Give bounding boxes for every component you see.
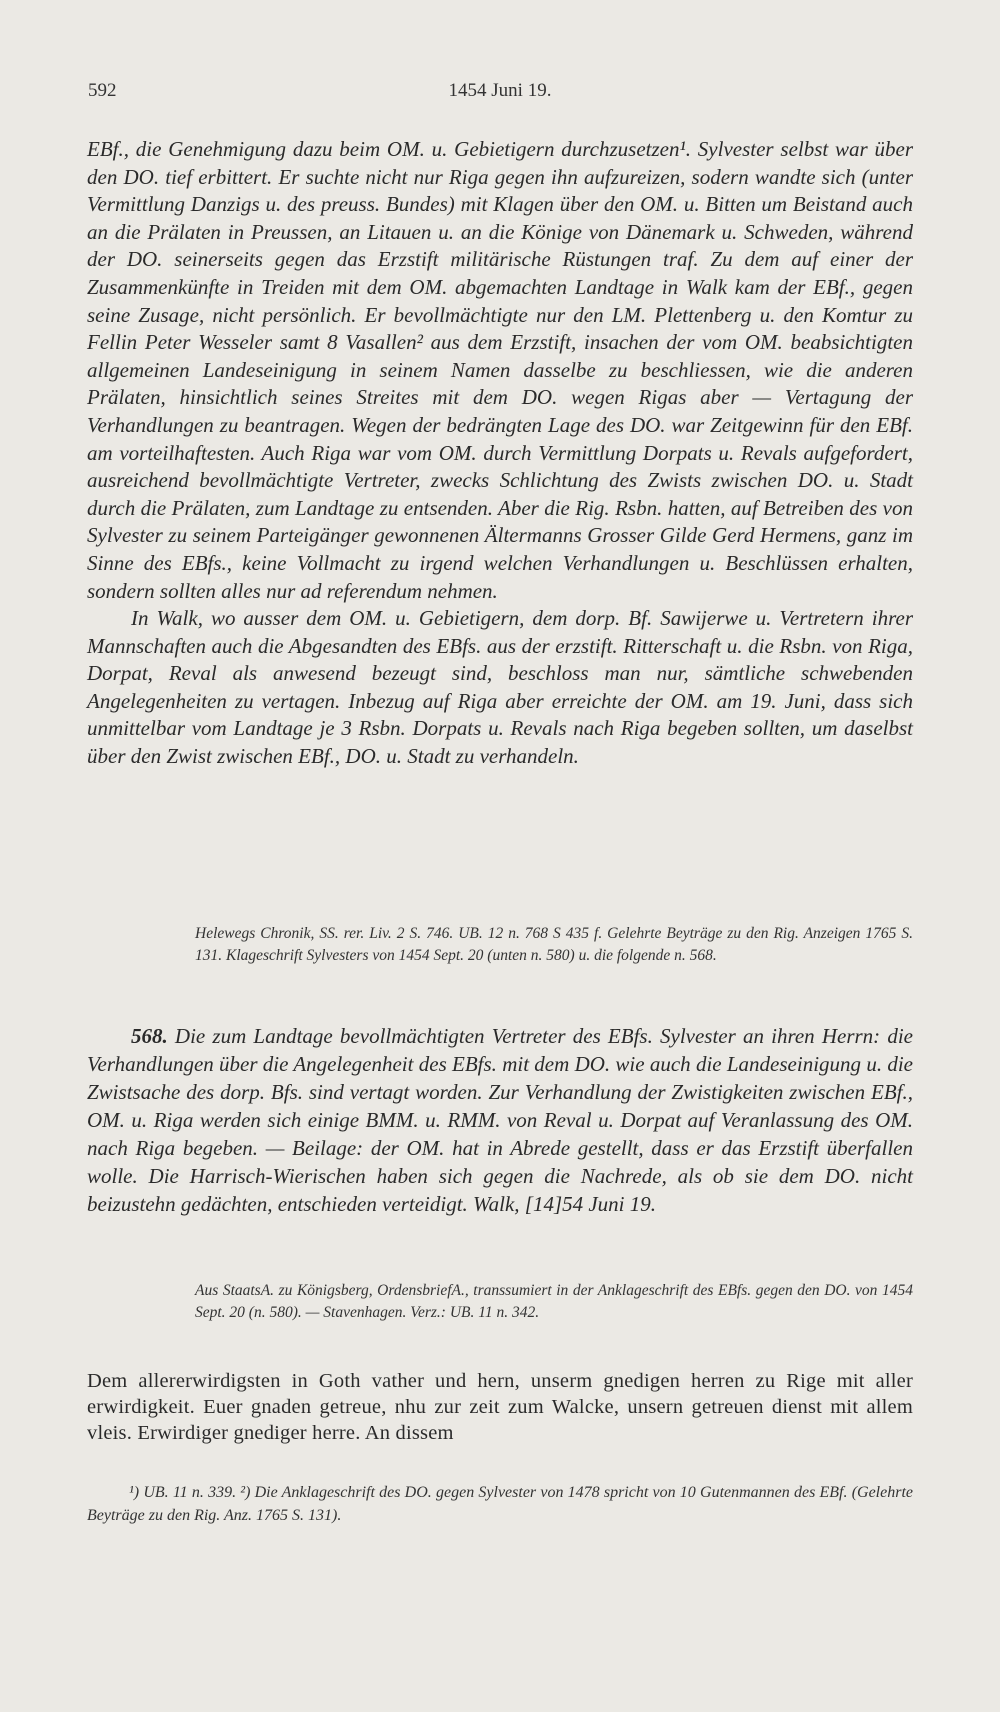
regest-paragraph-2: In Walk, wo ausser dem OM. u. Gebietigern, dem dorp. Bf. Sawijerwe u. Vertretern ihrer Mannschaften auch die Abgesandten des EBfs. aus der erzstift. Ritterschaft u. die Rsbn. von Riga, Dorpat, Reval als anwesend bezeugt sind, beschloss man nur, sämtliche schwebenden Angelegenheiten zu vertagen. Inbezug auf Riga aber erreichte der OM. am 19. Juni, dass sich unmittelbar vom Landtage je 3 Rsbn. Dorpats u. Revals nach Riga begeben sollten, um daselbst über den Zwist zwischen EBf., DO. u. Stadt zu verhandeln. xyxy=(87,606,913,769)
document-heading xyxy=(87,1022,913,1218)
footnotes: ¹) UB. 11 n. 339. ²) Die Anklageschrift des DO. gegen Sylvester von 1478 spricht von 10 Gutenmannen des EBf. (Gelehrte Beyträge zu den Rig. Anz. 1765 S. 131). xyxy=(87,1484,913,1524)
document-summary: Die zum Landtage bevollmächtigten Vertreter des EBfs. Sylvester an ihren Herrn: die Verhandlungen über die Angelegenheit des EBfs. mit dem DO. wie auch die Landeseinigung u. die Zwistsache des dorp. Bfs. sind vertagt worden. Zur Verhandlung der Zwistigkeiten zwischen EBf., OM. u. Riga werden sich einige BMM. u. RMM. von Reval u. Dorpat auf Veranlassung des OM. nach Riga begeben. — Beilage: der OM. hat in Abrede gestellt, dass er das Erzstift überfallen wolle. Die Harrisch-Wierischen haben sich gegen die Nachrede, als ob sie dem DO. nicht beizustehn gedächten, entschieden verteidigt. Walk, [14]54 Juni 19. xyxy=(87,1024,913,1216)
source-note-1: Helewegs Chronik, SS. rer. Liv. 2 S. 746. UB. 12 n. 768 S 435 f. Gelehrte Beyträge zu den Rig. Anzeigen 1765 S. 131. Klageschrift Sylvesters von 1454 Sept. 20 (unten n. 580) u. die folgende n. 568. xyxy=(195,925,913,964)
page-number: 592 xyxy=(88,80,117,101)
source-note-2: Aus StaatsA. zu Königsberg, OrdensbriefA., transsumiert in der Anklageschrift des EBfs. gegen den DO. von 1454 Sept. 20 (n. 580). — Stavenhagen. Verz.: UB. 11 n. 342. xyxy=(195,1282,913,1321)
regest-paragraph-1: EBf., die Genehmigung dazu beim OM. u. Gebietigern durchzusetzen¹. Sylvester selbst war über den DO. tief erbittert. Er suchte nicht nur Riga gegen ihn aufzureizen, sodern wandte sich (unter Vermittlung Danzigs u. des preuss. Bundes) mit Klagen über den OM. u. Bitten um Beistand auch an die Prälaten in Preussen, an Litauen u. an die Könige von Dänemark u. Schweden, während der DO. seinerseits gegen das Erzstift militärische Rüstungen traf. Zu dem auf einer der Zusammenkünfte in Treiden mit dem OM. abgemachten Landtage in Walk kam der EBf., gegen seine Zusage, nicht persönlich. Er bevollmächtigte nur den LM. Plettenberg u. den Komtur zu Fellin Peter Wesseler samt 8 Vasallen² aus dem Erzstift, insachen der vom OM. beabsichtigten allgemeinen Landeseinigung in seinem Namen dasselbe zu beschliessen, wie die anderen Prälaten, hinsichtlich seines Streites mit dem DO. wegen Rigas aber — Vertagung der Verhandlungen zu beantragen. Wegen der bedrängten Lage des DO. war Zeitgewinn für den EBf. am vorteilhaftesten. Auch Riga war vom OM. durch Vermittlung Dorpats u. Revals aufgefordert, ausreichend bevollmächtigte Vertreter, zwecks Schlichtung des Zwists zwischen DO. u. Stadt durch die Prälaten, zum Landtage zu entsenden. Aber die Rig. Rsbn. hatten, auf Betreiben des von Sylvester zu seinem Parteigänger gewonnenen Ältermanns Grosser Gilde Gerd Hermens, ganz im Sinne des EBfs., keine Vollmacht zu irgend welchen Verhandlungen u. Beschlüssen erhalten, sondern sollten alles nur ad referendum nehmen. xyxy=(87,137,913,603)
document-number: 568. xyxy=(131,1024,168,1048)
document-text: Dem allererwirdigsten in Goth vather und hern, unserm gnedigen herren zu Rige mit aller erwirdigkeit. Euer gnaden getreue, nhu zur zeit zum Walcke, unsern getreuen dienst mit allem vleis. Erwirdiger gnediger herre. An dissem xyxy=(87,1370,913,1444)
running-header xyxy=(88,80,912,110)
header-date: 1454 Juni 19. xyxy=(448,80,552,101)
regest-text xyxy=(87,136,913,771)
